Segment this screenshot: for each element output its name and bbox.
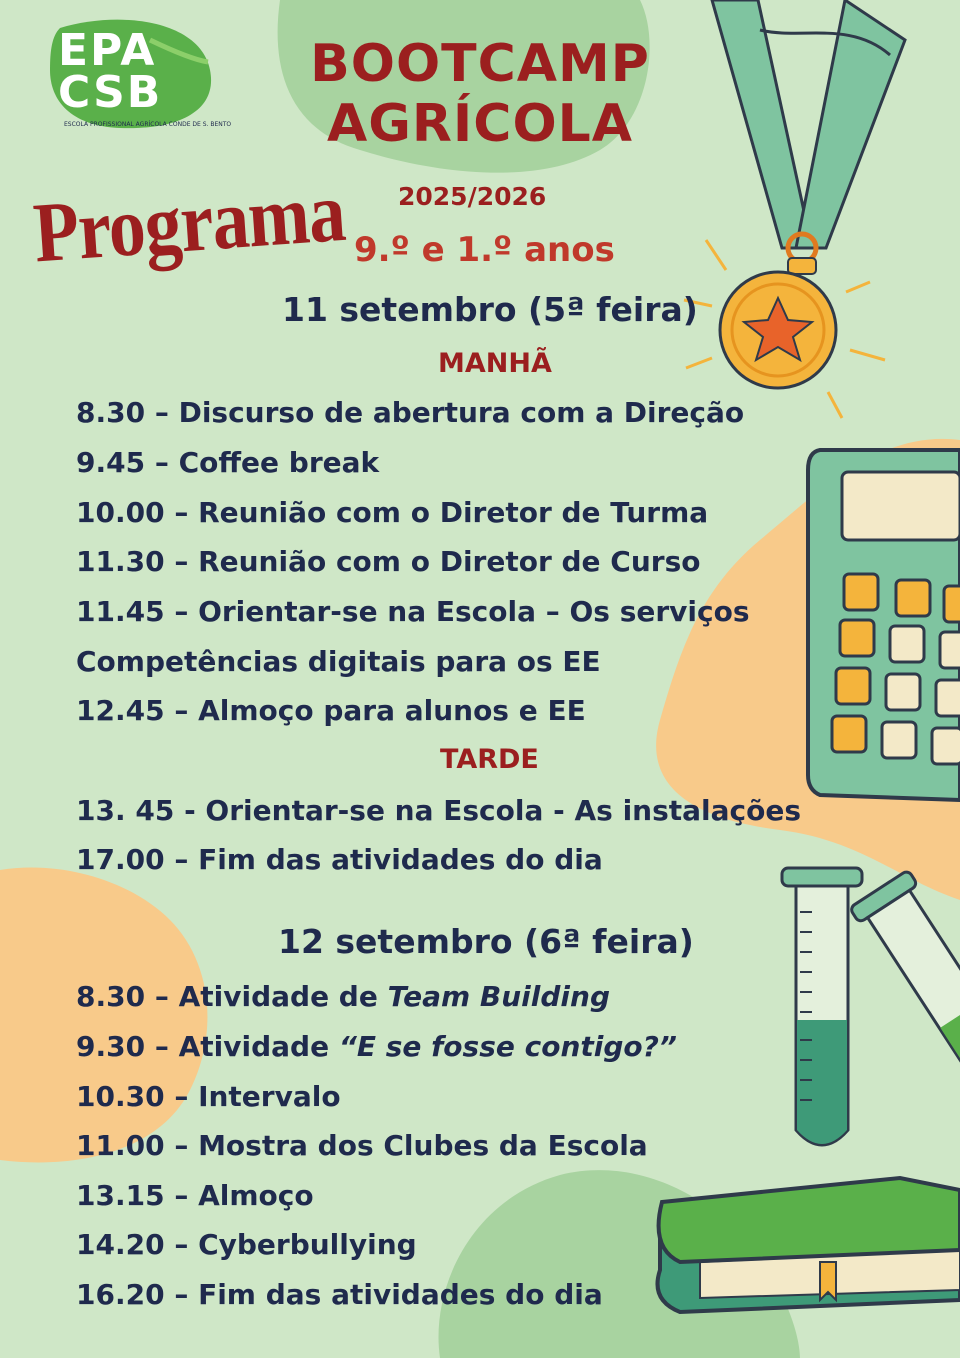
year: 2025/2026: [398, 182, 547, 211]
row-text: 9.30 – Atividade: [76, 1030, 339, 1063]
schedule-row: [76, 980, 610, 1013]
schedule-row: 11.45 – Orientar-se na Escola – Os serviços: [76, 595, 750, 628]
calculator-icon: [808, 450, 960, 800]
schedule-row: 12.45 – Almoço para alunos e EE: [76, 694, 586, 727]
schedule-row: [76, 1030, 677, 1063]
title-line2: AGRÍCOLA: [326, 94, 634, 154]
schedule-row: 17.00 – Fim das atividades do dia: [76, 843, 603, 876]
left-orange-blob: [0, 867, 207, 1162]
schedule-row: 13. 45 - Orientar-se na Escola - As instalações: [76, 794, 802, 827]
schedule-row: 11.00 – Mostra dos Clubes da Escola: [76, 1129, 648, 1162]
row-text: 8.30 – Atividade de: [76, 980, 388, 1013]
schedule-row: 16.20 – Fim das atividades do dia: [76, 1278, 603, 1311]
schedule-row: 10.00 – Reunião com o Diretor de Turma: [76, 496, 709, 529]
logo-text: EPA CSB: [58, 25, 163, 118]
schedule-row: 14.20 – Cyberbullying: [76, 1228, 417, 1261]
schedule-row: 8.30 – Discurso de abertura com a Direção: [76, 396, 745, 429]
schedule-row: 10.30 – Intervalo: [76, 1080, 341, 1113]
row-text-italic: “E se fosse contigo?”: [338, 1030, 677, 1063]
row-text-italic: Team Building: [387, 980, 610, 1013]
day2-heading: 12 setembro (6ª feira): [278, 922, 694, 961]
schedule-row: 13.15 – Almoço: [76, 1179, 314, 1212]
schedule-row: 9.45 – Coffee break: [76, 446, 380, 479]
schedule-row: 11.30 – Reunião com o Diretor de Curso: [76, 545, 701, 578]
title-line1: BOOTCAMP: [310, 34, 650, 94]
afternoon-label: TARDE: [440, 744, 539, 775]
books-icon: [658, 1178, 960, 1312]
schedule-row: Competências digitais para os EE: [76, 645, 601, 678]
medal-icon: [684, 0, 905, 418]
test-tubes-icon: [782, 868, 960, 1145]
day1-heading: 11 setembro (5ª feira): [282, 290, 698, 329]
school-years: 9.º e 1.º anos: [354, 230, 615, 270]
morning-label: MANHÃ: [438, 348, 552, 379]
logo-tagline: ESCOLA PROFISSIONAL AGRÍCOLA CONDE DE S. BENTO: [64, 121, 232, 128]
programa-heading: Programa: [30, 165, 348, 281]
